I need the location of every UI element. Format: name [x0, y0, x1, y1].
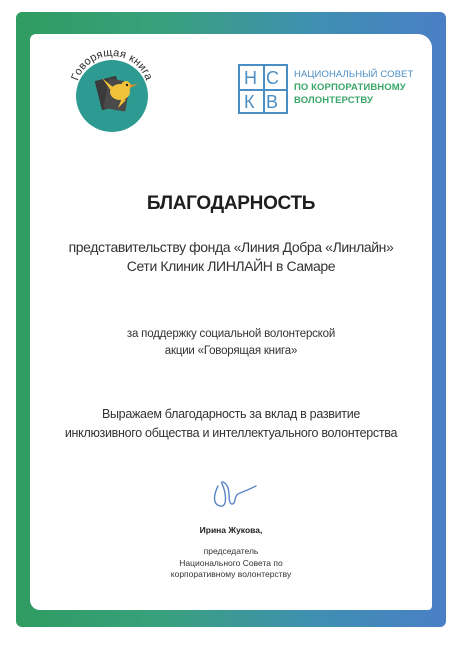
gratitude-line1: Выражаем благодарность за вклад в развитие	[101, 407, 361, 421]
gratitude-block	[30, 405, 432, 443]
signer-name: Ирина Жукова,	[199, 525, 263, 535]
signer-role-line2: Национального Совета по	[179, 557, 283, 568]
council-name-line2: ПО КОРПОРАТИВНОМУ	[294, 82, 406, 93]
monogram-divider-v	[263, 66, 265, 112]
reason-line2: акции «Говорящая книга»	[164, 345, 298, 357]
recipient-line2: Сети Клиник ЛИНЛАЙН в Самаре	[126, 258, 336, 274]
book-logo-icon	[62, 40, 162, 136]
recipient-block	[30, 238, 432, 276]
gratitude-line2: инклюзивного общества и интеллектуального волонтерства	[64, 426, 398, 440]
council-name-line3: ВОЛОНТЕРСТВУ	[294, 95, 373, 106]
monogram-letter: Н	[244, 68, 257, 88]
council-name	[294, 68, 418, 107]
council-name-line1: НАЦИОНАЛЬНЫЙ СОВЕТ	[294, 69, 414, 80]
council-logo	[238, 64, 418, 116]
certificate-title: БЛАГОДАРНОСТЬ	[146, 193, 316, 214]
book-logo-text: Говорящая книга	[69, 46, 155, 83]
monogram-letter: С	[266, 68, 279, 88]
monogram-letter: В	[266, 92, 279, 112]
monogram-letter: К	[244, 92, 255, 112]
signature-icon	[204, 474, 264, 514]
reason-line1: за поддержку социальной волонтерской	[126, 328, 336, 340]
reason-block	[30, 326, 432, 360]
signer-role-line3: корпоративному волонтерству	[170, 569, 292, 579]
council-monogram	[238, 64, 288, 114]
recipient-line1: представительству фонда «Линия Добра «Линлайн»	[68, 239, 394, 255]
signer-role	[30, 546, 432, 581]
signer-role-line1: председатель	[203, 546, 259, 556]
